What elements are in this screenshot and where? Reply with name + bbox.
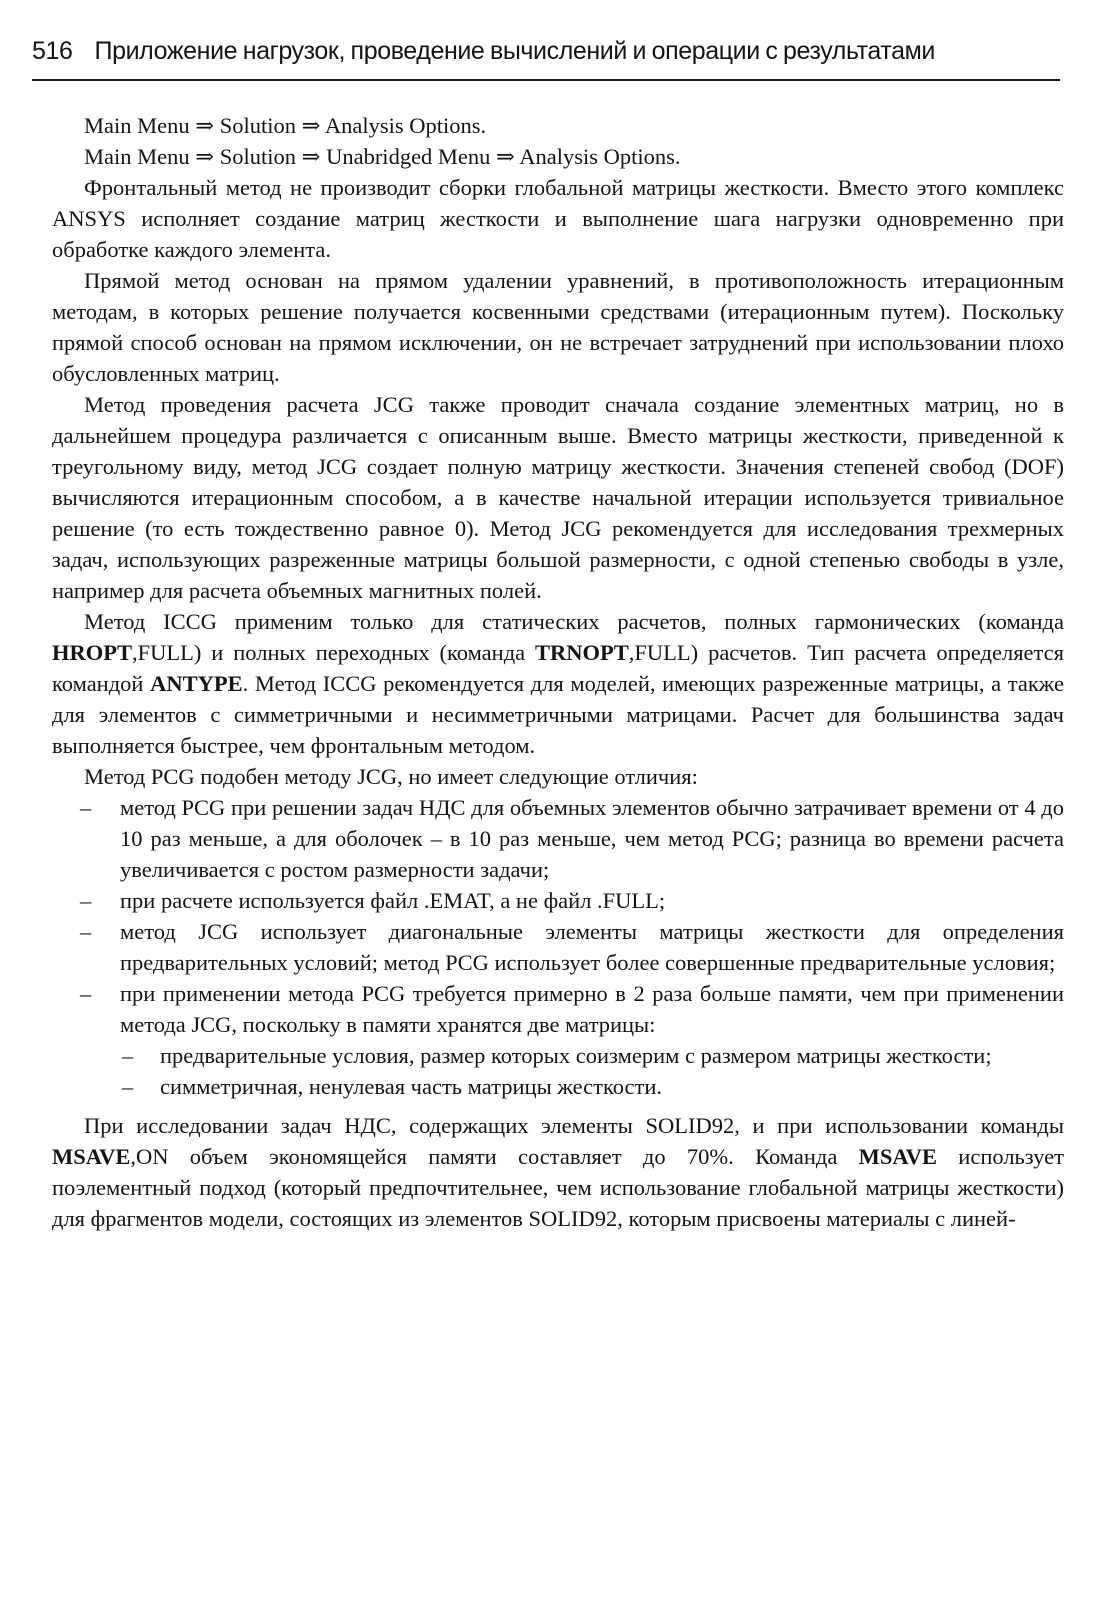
sub-list-item-text: предварительные условия, размер которых соизмерим с размером матрицы жесткости; — [160, 1043, 992, 1068]
list-dash: – — [80, 981, 92, 1006]
list-dash: – — [80, 919, 92, 944]
text-run: . Метод ICCG рекомендуется для моделей, имеющих разреженные матрицы, а также для элементов с симметричными и несимметричными матрицами. Расчет для большинства задач выполняется быстрее, чем фронтальным методом. — [52, 671, 1064, 758]
paragraph-pcg-intro: Метод PCG подобен методу JCG, но имеет следующие отличия: — [84, 764, 698, 789]
text-run: ,FULL) расчетов. Тип расчета определяется командой — [52, 640, 1064, 696]
command-trnopt: TRNOPT — [535, 640, 629, 665]
sub-list-item-text: симметричная, ненулевая часть матрицы жесткости. — [160, 1074, 663, 1099]
list-item-text: метод PCG при решении задач НДС для объемных элементов обычно затрачивает времени от 4 до 10 раз меньше, а для оболочек – в 10 раз меньше, чем метод PCG; разница во времени расчета увеличивается с ростом размерности задачи; — [120, 795, 1064, 882]
paragraph-jcg: Метод проведения расчета JCG также проводит сначала создание элементных матриц, но в дальнейшем процедура различается с описанным выше. Вместо матрицы жесткости, приведенной к треугольному виду, метод JCG создает полную матрицу жесткости. Значения степеней свобод (DOF) вычисляются итерационным способом, а в качестве начальной итерации используется тривиальное решение (то есть тождественно равное 0). Метод JCG рекомендуется для исследования трехмерных задач, использующих разреженные матрицы большой размерности, с одной степенью свободы в узле, например для расчета объемных магнитных полей. — [52, 392, 1064, 603]
paragraph-iccg — [52, 606, 1064, 761]
paragraph-frontal: Фронтальный метод не производит сборки глобальной матрицы жесткости. Вместо этого комплекс ANSYS исполняет создание матриц жесткости и выполнение шага нагрузки одновременно при обработке каждого элемента. — [52, 175, 1064, 262]
list-item — [52, 885, 1064, 916]
list-dash: – — [122, 1074, 134, 1099]
menu-path-1: Main Menu ⇒ Solution ⇒ Analysis Options. — [84, 113, 487, 138]
sub-list-item — [52, 1040, 1064, 1071]
menu-path-2: Main Menu ⇒ Solution ⇒ Unabridged Menu ⇒ Analysis Options. — [84, 144, 681, 169]
page-number: 516 — [32, 37, 73, 65]
command-antype: ANTYPE — [150, 671, 243, 696]
list-item — [52, 916, 1064, 978]
paragraph-msave — [52, 1110, 1064, 1234]
text-run: При исследовании задач НДС, содержащих элементы SOLID92, и при использовании команды — [84, 1113, 1064, 1138]
list-dash: – — [122, 1043, 134, 1068]
differences-list — [52, 792, 1064, 1102]
command-msave: MSAVE — [52, 1144, 131, 1169]
text-run: Метод ICCG применим только для статических расчетов, полных гармонических (команда — [84, 609, 1064, 634]
list-dash: – — [80, 888, 92, 913]
list-item — [52, 978, 1064, 1040]
running-header — [32, 36, 1060, 66]
list-item — [52, 792, 1064, 885]
chapter-title: Приложение нагрузок, проведение вычислений и операции с результатами — [94, 37, 935, 65]
text-run: ,ON объем экономящейся памяти составляет до 70%. Команда — [130, 1144, 859, 1169]
command-hropt: HROPT — [52, 640, 133, 665]
paragraph-direct: Прямой метод основан на прямом удалении уравнений, в противоположность итерационным методам, в которых решение получается косвенными средствами (итерационным путем). Поскольку прямой способ основан на прямом исключении, он не встречает затруднений при использовании плохо обусловленных матриц. — [52, 268, 1064, 386]
sub-list-item — [52, 1071, 1064, 1102]
header-rule — [32, 79, 1060, 81]
text-run: использует поэлементный подход (который предпочтительнее, чем использование глобальной матрицы жесткости) для фрагментов модели, состоящих из элементов SOLID92, которым присвоены материалы с линей- — [52, 1144, 1064, 1231]
list-item-text: метод JCG использует диагональные элементы матрицы жесткости для определения предварительных условий; метод PCG использует более совершенные предварительные условия; — [120, 919, 1064, 975]
command-msave: MSAVE — [858, 1144, 937, 1169]
list-item-text: при применении метода PCG требуется примерно в 2 раза больше памяти, чем при применении метода JCG, поскольку в памяти хранятся две матрицы: — [120, 981, 1064, 1037]
page-body — [52, 110, 1064, 1234]
list-dash: – — [80, 795, 92, 820]
text-run: ,FULL) и полных переходных (команда — [132, 640, 536, 665]
list-item-text: при расчете используется файл .EMAT, а не файл .FULL; — [120, 888, 666, 913]
